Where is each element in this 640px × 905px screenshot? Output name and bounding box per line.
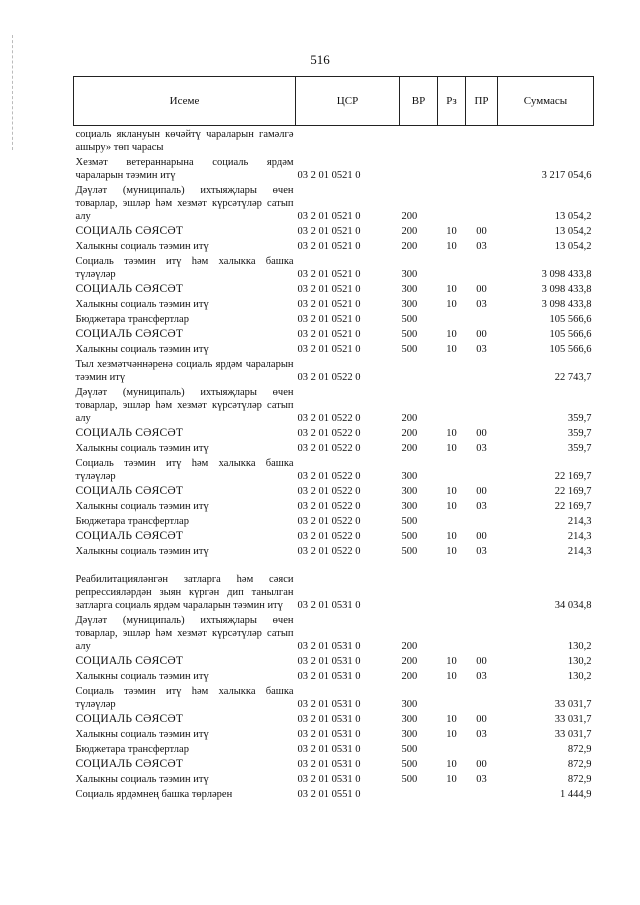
cell-csr: 03 2 01 0531 0 xyxy=(297,670,361,682)
cell-vr: 500 xyxy=(401,545,418,557)
cell-vr: 200 xyxy=(401,442,418,454)
cell-pr: 00 xyxy=(476,328,487,340)
cell-sum: 214,3 xyxy=(567,545,592,557)
cell-pr: 00 xyxy=(476,485,487,497)
cell-vr xyxy=(400,154,438,182)
col-header-csr: ЦСР xyxy=(296,77,400,126)
table-row xyxy=(74,223,594,238)
cell-sum: 130,2 xyxy=(567,655,592,667)
cell-rz: 10 xyxy=(446,773,457,785)
cell-name: Халыкны социаль тәэмин итү xyxy=(75,728,209,740)
cell-pr xyxy=(466,182,498,223)
cell-sum: 3 098 433,8 xyxy=(541,283,592,295)
table-row xyxy=(74,311,594,326)
cell-name: Социаль тәэмин итү һәм халыкка башка түләүләр xyxy=(75,685,294,710)
cell-csr: 03 2 01 0531 0 xyxy=(297,698,361,710)
cell-sum: 359,7 xyxy=(567,442,592,454)
cell-sum: 33 031,7 xyxy=(554,698,592,710)
cell-name: СОЦИАЛЬ СӘЯСӘТ xyxy=(75,426,184,439)
cell-pr: 00 xyxy=(476,713,487,725)
cell-rz xyxy=(438,786,466,801)
cell-csr: 03 2 01 0531 0 xyxy=(297,713,361,725)
cell-name: Реабилитацияләнгән затларга һәм сәяси репрессияләрдән зыян күргән дип танылган затларга социаль ярдәм чараларын тәэмин итү xyxy=(75,573,294,611)
cell-name: СОЦИАЛЬ СӘЯСӘТ xyxy=(75,282,184,295)
cell-pr xyxy=(466,384,498,425)
cell-csr: 03 2 01 0522 0 xyxy=(297,442,361,454)
cell-sum: 13 054,2 xyxy=(554,225,592,237)
table-row xyxy=(74,483,594,498)
cell-vr: 300 xyxy=(401,298,418,310)
cell-pr: 00 xyxy=(476,283,487,295)
cell-vr: 300 xyxy=(401,728,418,740)
cell-pr: 03 xyxy=(476,670,487,682)
cell-sum: 872,9 xyxy=(567,743,592,755)
cell-vr: 500 xyxy=(401,313,418,325)
cell-name: Халыкны социаль тәэмин итү xyxy=(75,343,209,355)
table-row xyxy=(74,711,594,726)
cell-name: Халыкны социаль тәэмин итү xyxy=(75,670,209,682)
cell-rz: 10 xyxy=(446,328,457,340)
cell-rz xyxy=(438,126,466,154)
cell-rz xyxy=(438,558,466,612)
cell-vr: 500 xyxy=(401,515,418,527)
cell-csr: 03 2 01 0521 0 xyxy=(297,283,361,295)
cell-pr: 03 xyxy=(476,728,487,740)
cell-pr xyxy=(466,683,498,711)
cell-sum: 3 098 433,8 xyxy=(541,268,592,280)
cell-vr: 200 xyxy=(401,655,418,667)
cell-name: Социаль ярдәмнең башка төрләрен xyxy=(75,788,233,800)
table-row xyxy=(74,683,594,711)
cell-name: Социаль тәэмин итү һәм халыкка башка түләүләр xyxy=(75,457,294,482)
cell-rz xyxy=(438,311,466,326)
cell-sum: 22 169,7 xyxy=(554,485,592,497)
cell-rz xyxy=(438,455,466,483)
cell-pr xyxy=(466,612,498,653)
cell-csr: 03 2 01 0522 0 xyxy=(297,545,361,557)
cell-pr: 03 xyxy=(476,500,487,512)
cell-sum: 359,7 xyxy=(567,427,592,439)
cell-csr: 03 2 01 0522 0 xyxy=(297,470,361,482)
table-row xyxy=(74,498,594,513)
col-header-vr: ВР xyxy=(400,77,438,126)
page-number: 516 xyxy=(310,52,330,67)
cell-name: Дәүләт (муниципаль) ихтыяҗлары өчен товарлар, эшләр һәм хезмәт күрсәтүләр сатып алу xyxy=(75,614,294,652)
cell-vr: 500 xyxy=(401,328,418,340)
cell-sum: 22 169,7 xyxy=(554,500,592,512)
cell-pr xyxy=(466,455,498,483)
cell-csr: 03 2 01 0521 0 xyxy=(297,169,361,181)
cell-rz xyxy=(438,513,466,528)
cell-rz: 10 xyxy=(446,283,457,295)
budget-table xyxy=(73,76,594,801)
table-row xyxy=(74,356,594,384)
cell-csr: 03 2 01 0531 0 xyxy=(297,743,361,755)
cell-rz: 10 xyxy=(446,758,457,770)
cell-rz: 10 xyxy=(446,500,457,512)
cell-rz xyxy=(438,683,466,711)
cell-vr: 300 xyxy=(401,485,418,497)
table-row xyxy=(74,182,594,223)
cell-sum: 130,2 xyxy=(567,670,592,682)
cell-vr xyxy=(400,356,438,384)
cell-rz: 10 xyxy=(446,343,457,355)
cell-pr: 03 xyxy=(476,545,487,557)
cell-vr: 200 xyxy=(401,240,418,252)
cell-sum: 105 566,6 xyxy=(549,328,592,340)
cell-vr: 500 xyxy=(401,743,418,755)
cell-vr: 300 xyxy=(401,713,418,725)
cell-sum: 13 054,2 xyxy=(554,240,592,252)
cell-sum: 130,2 xyxy=(567,640,592,652)
cell-rz xyxy=(438,356,466,384)
cell-vr: 300 xyxy=(401,470,418,482)
table-row xyxy=(74,771,594,786)
table-row xyxy=(74,384,594,425)
cell-pr: 00 xyxy=(476,530,487,542)
cell-vr xyxy=(400,786,438,801)
table-row xyxy=(74,786,594,801)
cell-sum: 13 054,2 xyxy=(554,210,592,222)
table-row xyxy=(74,756,594,771)
cell-name: Дәүләт (муниципаль) ихтыяҗлары өчен товарлар, эшләр һәм хезмәт күрсәтүләр сатып алу xyxy=(75,386,294,424)
cell-sum: 22 169,7 xyxy=(554,470,592,482)
cell-sum: 3 098 433,8 xyxy=(541,298,592,310)
cell-sum: 214,3 xyxy=(567,515,592,527)
cell-csr: 03 2 01 0522 0 xyxy=(297,371,361,383)
table-row xyxy=(74,543,594,558)
table-row xyxy=(74,513,594,528)
cell-csr: 03 2 01 0521 0 xyxy=(297,343,361,355)
cell-vr: 300 xyxy=(401,500,418,512)
cell-rz: 10 xyxy=(446,545,457,557)
cell-name: Бюджетара трансфертлар xyxy=(75,743,189,755)
cell-name: Бюджетара трансфертлар xyxy=(75,515,189,527)
cell-name: СОЦИАЛЬ СӘЯСӘТ xyxy=(75,529,184,542)
cell-rz: 10 xyxy=(446,530,457,542)
table-row xyxy=(74,741,594,756)
table-row xyxy=(74,296,594,311)
cell-rz: 10 xyxy=(446,713,457,725)
table-header-row xyxy=(74,77,594,126)
cell-vr: 500 xyxy=(401,758,418,770)
cell-csr: 03 2 01 0521 0 xyxy=(297,328,361,340)
cell-csr: 03 2 01 0521 0 xyxy=(297,298,361,310)
cell-name: СОЦИАЛЬ СӘЯСӘТ xyxy=(75,224,184,237)
cell-vr xyxy=(400,126,438,154)
cell-csr: 03 2 01 0531 0 xyxy=(297,758,361,770)
cell-vr: 500 xyxy=(401,343,418,355)
cell-csr: 03 2 01 0522 0 xyxy=(297,530,361,542)
cell-vr: 300 xyxy=(401,268,418,280)
cell-sum xyxy=(498,126,594,154)
cell-pr: 00 xyxy=(476,758,487,770)
cell-csr: 03 2 01 0521 0 xyxy=(297,240,361,252)
cell-rz xyxy=(438,154,466,182)
cell-sum: 872,9 xyxy=(567,758,592,770)
cell-vr: 200 xyxy=(401,210,418,222)
cell-vr: 300 xyxy=(401,283,418,295)
table-row xyxy=(74,528,594,543)
cell-sum: 33 031,7 xyxy=(554,713,592,725)
cell-csr: 03 2 01 0521 0 xyxy=(297,210,361,222)
cell-pr: 00 xyxy=(476,225,487,237)
cell-rz: 10 xyxy=(446,485,457,497)
cell-name: Тыл хезмәтчәннәренә социаль ярдәм чараларын тәэмин итү xyxy=(75,358,294,383)
table-row xyxy=(74,238,594,253)
cell-csr: 03 2 01 0522 0 xyxy=(297,485,361,497)
cell-pr: 03 xyxy=(476,773,487,785)
cell-pr xyxy=(466,253,498,281)
cell-rz: 10 xyxy=(446,427,457,439)
table-row xyxy=(74,126,594,154)
cell-sum: 105 566,6 xyxy=(549,343,592,355)
table-row xyxy=(74,154,594,182)
cell-sum: 3 217 054,6 xyxy=(541,169,592,181)
cell-csr xyxy=(296,126,400,154)
cell-vr: 500 xyxy=(401,530,418,542)
cell-name: Дәүләт (муниципаль) ихтыяҗлары өчен товарлар, эшләр һәм хезмәт күрсәтүләр сатып алу xyxy=(75,184,294,222)
cell-pr xyxy=(466,786,498,801)
cell-csr: 03 2 01 0531 0 xyxy=(297,599,361,611)
cell-sum: 872,9 xyxy=(567,773,592,785)
col-header-rz: Рз xyxy=(438,77,466,126)
cell-csr: 03 2 01 0551 0 xyxy=(297,788,361,800)
col-header-sum: Суммасы xyxy=(498,77,594,126)
cell-rz xyxy=(438,384,466,425)
table-row xyxy=(74,440,594,455)
table-row xyxy=(74,341,594,356)
cell-name: Халыкны социаль тәэмин итү xyxy=(75,298,209,310)
col-header-name: Исеме xyxy=(74,77,296,126)
cell-csr: 03 2 01 0521 0 xyxy=(297,225,361,237)
cell-name: СОЦИАЛЬ СӘЯСӘТ xyxy=(75,327,184,340)
cell-pr: 03 xyxy=(476,240,487,252)
cell-vr: 200 xyxy=(401,225,418,237)
cell-rz xyxy=(438,182,466,223)
cell-name: Хезмәт ветераннарына социаль ярдәм чараларын тәэмин итү xyxy=(75,156,294,181)
cell-csr: 03 2 01 0522 0 xyxy=(297,500,361,512)
cell-rz: 10 xyxy=(446,728,457,740)
cell-pr xyxy=(466,558,498,612)
table-row xyxy=(74,726,594,741)
table-row xyxy=(74,455,594,483)
cell-pr xyxy=(466,154,498,182)
cell-rz xyxy=(438,612,466,653)
table-body xyxy=(74,126,594,801)
cell-pr: 03 xyxy=(476,298,487,310)
cell-name: Халыкны социаль тәэмин итү xyxy=(75,545,209,557)
cell-rz xyxy=(438,253,466,281)
cell-csr: 03 2 01 0521 0 xyxy=(297,313,361,325)
cell-pr xyxy=(466,311,498,326)
cell-vr: 500 xyxy=(401,773,418,785)
cell-pr xyxy=(466,356,498,384)
cell-name: Халыкны социаль тәэмин итү xyxy=(75,773,209,785)
cell-csr: 03 2 01 0522 0 xyxy=(297,515,361,527)
cell-rz: 10 xyxy=(446,240,457,252)
cell-csr: 03 2 01 0522 0 xyxy=(297,427,361,439)
cell-sum: 33 031,7 xyxy=(554,728,592,740)
table-row xyxy=(74,253,594,281)
cell-pr: 03 xyxy=(476,343,487,355)
cell-vr: 300 xyxy=(401,698,418,710)
table-row xyxy=(74,281,594,296)
cell-csr: 03 2 01 0531 0 xyxy=(297,655,361,667)
cell-name: социаль яклануын көчәйтү чараларын гамәлгә ашыру» төп чарасы xyxy=(75,128,294,153)
cell-name: СОЦИАЛЬ СӘЯСӘТ xyxy=(75,654,184,667)
cell-pr: 00 xyxy=(476,655,487,667)
cell-name: СОЦИАЛЬ СӘЯСӘТ xyxy=(75,712,184,725)
cell-pr xyxy=(466,741,498,756)
cell-vr: 200 xyxy=(401,670,418,682)
table-row xyxy=(74,653,594,668)
cell-vr: 200 xyxy=(401,412,418,424)
cell-csr: 03 2 01 0531 0 xyxy=(297,773,361,785)
cell-name: Халыкны социаль тәэмин итү xyxy=(75,240,209,252)
cell-name: Социаль тәэмин итү һәм халыкка башка түләүләр xyxy=(75,255,294,280)
cell-name: Бюджетара трансфертлар xyxy=(75,313,189,325)
cell-pr xyxy=(466,513,498,528)
cell-vr: 200 xyxy=(401,640,418,652)
cell-rz: 10 xyxy=(446,225,457,237)
cell-vr xyxy=(400,558,438,612)
cell-name: Халыкны социаль тәэмин итү xyxy=(75,500,209,512)
cell-pr: 00 xyxy=(476,427,487,439)
cell-sum: 214,3 xyxy=(567,530,592,542)
cell-sum: 1 444,9 xyxy=(560,788,592,800)
cell-rz: 10 xyxy=(446,298,457,310)
cell-rz: 10 xyxy=(446,655,457,667)
table-row xyxy=(74,425,594,440)
cell-pr: 03 xyxy=(476,442,487,454)
cell-name: СОЦИАЛЬ СӘЯСӘТ xyxy=(75,484,184,497)
cell-pr xyxy=(466,126,498,154)
cell-csr: 03 2 01 0531 0 xyxy=(297,728,361,740)
col-header-pr: ПР xyxy=(466,77,498,126)
table-row xyxy=(74,326,594,341)
cell-rz xyxy=(438,741,466,756)
cell-name: Халыкны социаль тәэмин итү xyxy=(75,442,209,454)
cell-rz: 10 xyxy=(446,670,457,682)
cell-csr: 03 2 01 0531 0 xyxy=(297,640,361,652)
cell-rz: 10 xyxy=(446,442,457,454)
cell-sum: 22 743,7 xyxy=(554,371,592,383)
cell-vr: 200 xyxy=(401,427,418,439)
cell-sum: 359,7 xyxy=(567,412,592,424)
cell-csr: 03 2 01 0522 0 xyxy=(297,412,361,424)
cell-name: СОЦИАЛЬ СӘЯСӘТ xyxy=(75,757,184,770)
table-row xyxy=(74,612,594,653)
cell-csr: 03 2 01 0521 0 xyxy=(297,268,361,280)
cell-sum: 34 034,8 xyxy=(554,599,592,611)
cell-sum: 105 566,6 xyxy=(549,313,592,325)
table-row xyxy=(74,558,594,612)
table-row xyxy=(74,668,594,683)
